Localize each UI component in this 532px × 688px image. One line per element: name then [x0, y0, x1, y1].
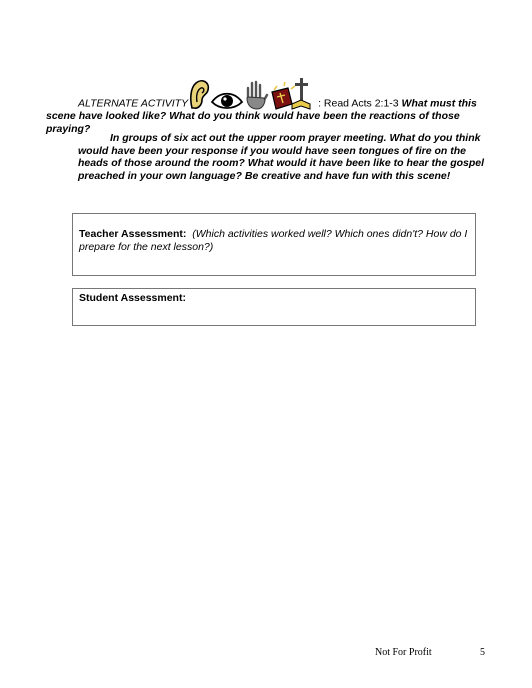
- ear-icon: [191, 81, 209, 108]
- activity-instruction-paragraph: [78, 132, 488, 182]
- activity-paragraph: [46, 94, 492, 135]
- reading-reference: : Read Acts 2:1-3: [318, 97, 399, 110]
- activity-question: What must this scene have looked like? What do you think would have been the reactions of those praying?: [46, 97, 477, 135]
- activity-instruction: In groups of six act out the upper room prayer meeting. What do you think would have been your response if you would have seen tongues of fire on the heads of those around the room? What would it have been like to hear the gospel preached in your own language? Be creative and have fun with this scene!: [78, 132, 485, 182]
- hand-icon: [247, 82, 267, 109]
- student-assessment-box[interactable]: [72, 288, 476, 326]
- cross-icon: [292, 78, 310, 109]
- teacher-assessment-label: Teacher Assessment:: [79, 228, 187, 240]
- footer-text: Not For Profit: [375, 647, 432, 658]
- teacher-assessment-prompt: (Which activities worked well? Which ones didn't? How do I prepare for the next lesson?): [79, 228, 468, 253]
- student-assessment-label: Student Assessment:: [79, 292, 186, 304]
- page-number: 5: [480, 647, 485, 658]
- eye-icon: [212, 94, 242, 108]
- senses-icons: [188, 94, 318, 110]
- teacher-assessment-box[interactable]: [72, 213, 476, 276]
- activity-label: ALTERNATE ACTIVITY: [78, 97, 189, 110]
